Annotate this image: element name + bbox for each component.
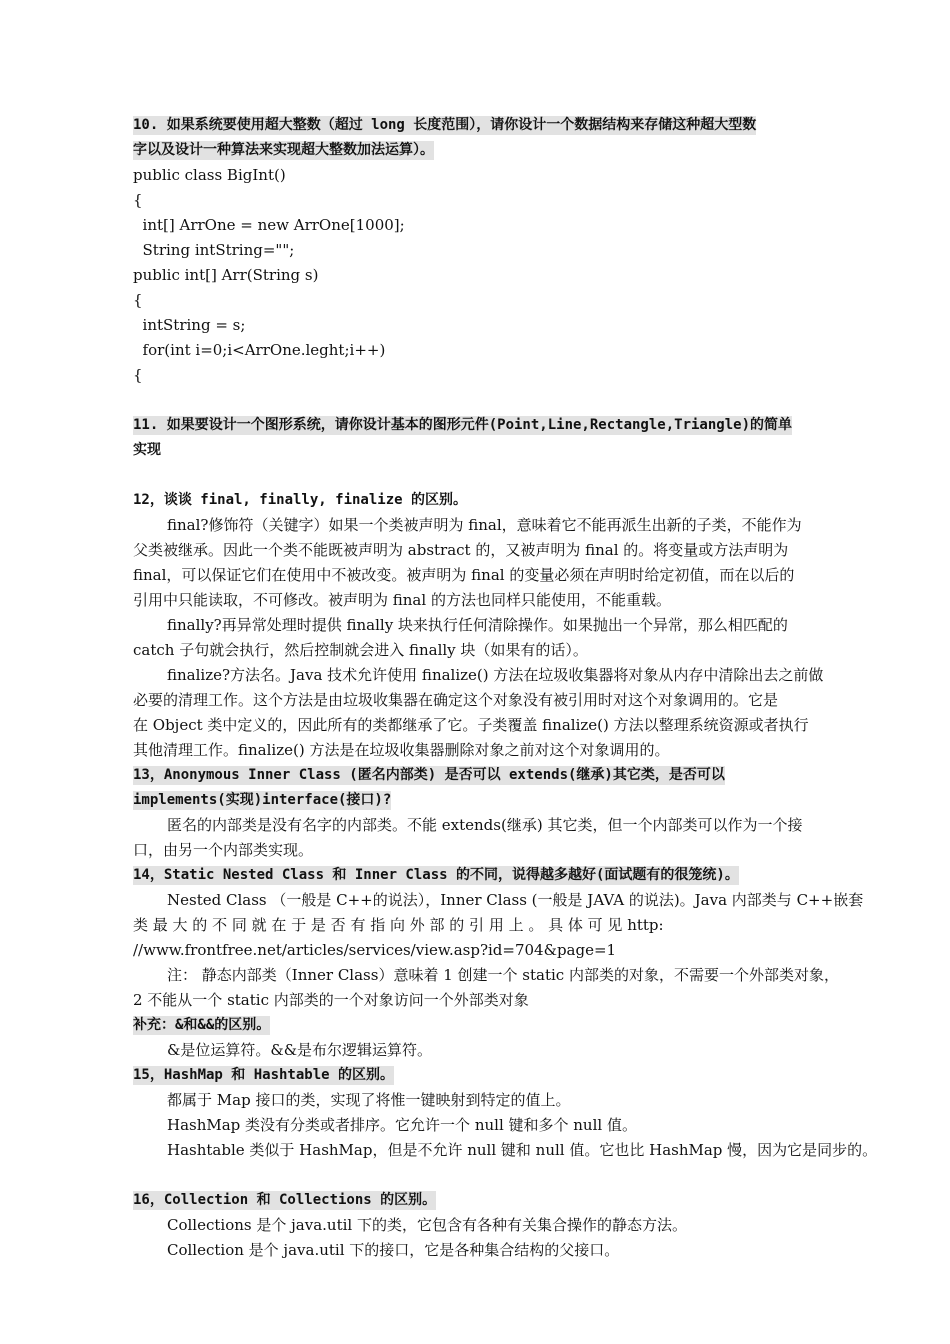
paragraph-line: Collections 是个 java.util 下的类，它包含有各种有关集合操作的静态方法。 [167,1216,687,1234]
q16-title-text: 16，Collection 和 Collections 的区别。 [133,1192,437,1208]
paragraph-line: 都属于 Map 接口的类，实现了将惟一键映射到特定的值上。 [167,1091,571,1109]
paragraph-line: 类 最 大 的 不 同 就 在 于 是 否 有 指 向 外 部 的 引 用 上 。 具 体 可 见 http: [133,916,664,934]
paragraph-line: 必要的清理工作。这个方法是由垃圾收集器在确定这个对象没有被引用时对这个对象调用的。它是 [133,691,779,709]
code-line: public class BigInt() [133,166,286,184]
paragraph-line: HashMap 类没有分类或者排序。它允许一个 null 键和多个 null 值。 [167,1116,637,1134]
paragraph-line: 匿名的内部类是没有名字的内部类。不能 extends(继承) 其它类，但一个内部类可以作为一个接 [167,816,803,834]
q13-title-text1: 13，Anonymous Inner Class (匿名内部类) 是否可以 extends(继承)其它类，是否可以 [133,767,725,783]
q11-title-line1 [133,415,792,435]
q10-title-text1: 10. 如果系统要使用超大整数（超过 long 长度范围），请你设计一个数据结构来存储这种超大型数 [133,117,757,133]
paragraph-line: finalize?方法名。Java 技术允许使用 finalize() 方法在垃圾收集器将对象从内存中清除出去之前做 [167,666,824,684]
code-line: { [133,366,143,384]
q11-title-text1: 11. 如果要设计一个图形系统，请你设计基本的图形元件(Point,Line,Rectangle,Triangle)的简单 [133,417,793,433]
q14-title [133,865,739,885]
q15-title-text: 15，HashMap 和 Hashtable 的区别。 [133,1067,395,1083]
supp-title-text: 补充：&和&&的区别。 [133,1017,271,1033]
paragraph-line: 父类被继承。因此一个类不能既被声明为 abstract 的，又被声明为 final 的。将变量或方法声明为 [133,541,789,559]
q11-title-line2 [133,440,161,460]
q11-title-text2: 实现 [133,442,161,458]
paragraph-line: final?修饰符（关键字）如果一个类被声明为 final，意味着它不能再派生出新的子类，不能作为 [167,516,802,534]
code-line: for(int i=0;i<ArrOne.leght;i++) [133,341,386,359]
paragraph-line: //www.frontfree.net/articles/services/view.asp?id=704&page=1 [133,941,617,959]
q12-title [133,490,467,510]
q10-title-line1 [133,115,756,135]
code-line: { [133,191,143,209]
code-line: public int[] Arr(String s) [133,266,319,284]
code-line: intString = s; [133,316,246,334]
q13-title-line2 [133,790,391,810]
q13-title-text2: implements(实现)interface(接口)? [133,792,392,808]
paragraph-line: catch 子句就会执行，然后控制就会进入 finally 块（如果有的话）。 [133,641,588,659]
q16-title [133,1190,436,1210]
paragraph-line: 2 不能从一个 static 内部类的一个对象访问一个外部类对象 [133,991,529,1009]
paragraph-line: finally?再异常处理时提供 finally 块来执行任何清除操作。如果抛出一个异常，那么相匹配的 [167,616,788,634]
q15-title [133,1065,394,1085]
paragraph-line: 其他清理工作。finalize() 方法是在垃圾收集器删除对象之前对这个对象调用的。 [133,741,670,759]
q12-title-text: 12，谈谈 final, finally, finalize 的区别。 [133,492,468,508]
paragraph-line: &是位运算符。&&是布尔逻辑运算符。 [167,1041,433,1059]
q10-title-text2: 字以及设计一种算法来实现超大整数加法运算）。 [133,142,434,158]
q14-title-text: 14，Static Nested Class 和 Inner Class 的不同，说得越多越好(面试题有的很笼统)。 [133,867,739,883]
paragraph-line: final，可以保证它们在使用中不被改变。被声明为 final 的变量必须在声明时给定初值，而在以后的 [133,566,795,584]
paragraph-line: Hashtable 类似于 HashMap，但是不允许 null 键和 null 值。它也比 HashMap 慢，因为它是同步的。 [167,1141,878,1159]
code-line: String intString=""; [133,241,295,259]
q13-title-line1 [133,765,725,785]
paragraph-line: 口，由另一个内部类实现。 [133,841,314,859]
paragraph-line: Collection 是个 java.util 下的接口，它是各种集合结构的父接口。 [167,1241,620,1259]
code-line: int[] ArrOne = new ArrOne[1000]; [133,216,405,234]
code-line: { [133,291,143,309]
q10-title-line2 [133,140,434,160]
supp-title [133,1015,270,1035]
paragraph-line: Nested Class （一般是 C++的说法），Inner Class (一般是 JAVA 的说法)。Java 内部类与 C++嵌套 [167,891,864,909]
paragraph-line: 引用中只能读取，不可修改。被声明为 final 的方法也同样只能使用，不能重载。 [133,591,671,609]
paragraph-line: 注： 静态内部类（Inner Class）意味着 1 创建一个 static 内部类的对象，不需要一个外部类对象， [167,966,839,984]
paragraph-line: 在 Object 类中定义的，因此所有的类都继承了它。子类覆盖 finalize() 方法以整理系统资源或者执行 [133,716,809,734]
